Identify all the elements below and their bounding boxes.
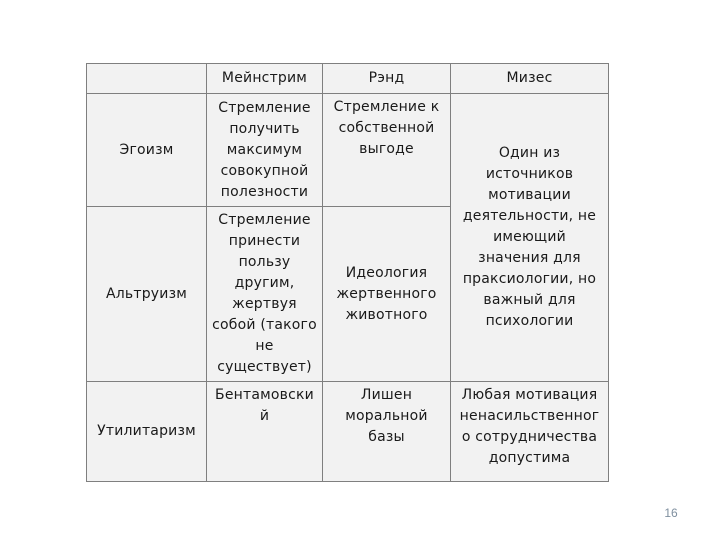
header-mainstream: Мейнстрим [207, 64, 323, 94]
row-label-utilitarianism: Утилитаризм [87, 382, 207, 482]
cell-mises-egoism-altruism: Один из источников мотивации деятельности, не имеющий значения для праксиологии, но важный для психологии [451, 94, 609, 382]
cell-egoism-rand: Стремление к собственной выгоде [323, 94, 451, 207]
header-corner-cell [87, 64, 207, 94]
cell-utilitarianism-mainstream: Бентамовски й [207, 382, 323, 482]
header-mises: Мизес [451, 64, 609, 94]
cell-altruism-mainstream: Стремление принести пользу другим, жертвуя собой (такого не существует) [207, 207, 323, 382]
page-number: 16 [664, 506, 678, 520]
table-row-utilitarianism [87, 382, 609, 482]
table-header-row [87, 64, 609, 94]
comparison-table [86, 63, 609, 482]
table-row-egoism [87, 94, 609, 207]
row-label-altruism: Альтруизм [87, 207, 207, 382]
cell-utilitarianism-rand: Лишен моральной базы [323, 382, 451, 482]
cell-utilitarianism-mises: Любая мотивация ненасильственног о сотрудничества допустима [451, 382, 609, 482]
cell-egoism-mainstream: Стремление получить максимум совокупной полезности [207, 94, 323, 207]
cell-altruism-rand: Идеология жертвенного животного [323, 207, 451, 382]
row-label-egoism: Эгоизм [87, 94, 207, 207]
header-rand: Рэнд [323, 64, 451, 94]
